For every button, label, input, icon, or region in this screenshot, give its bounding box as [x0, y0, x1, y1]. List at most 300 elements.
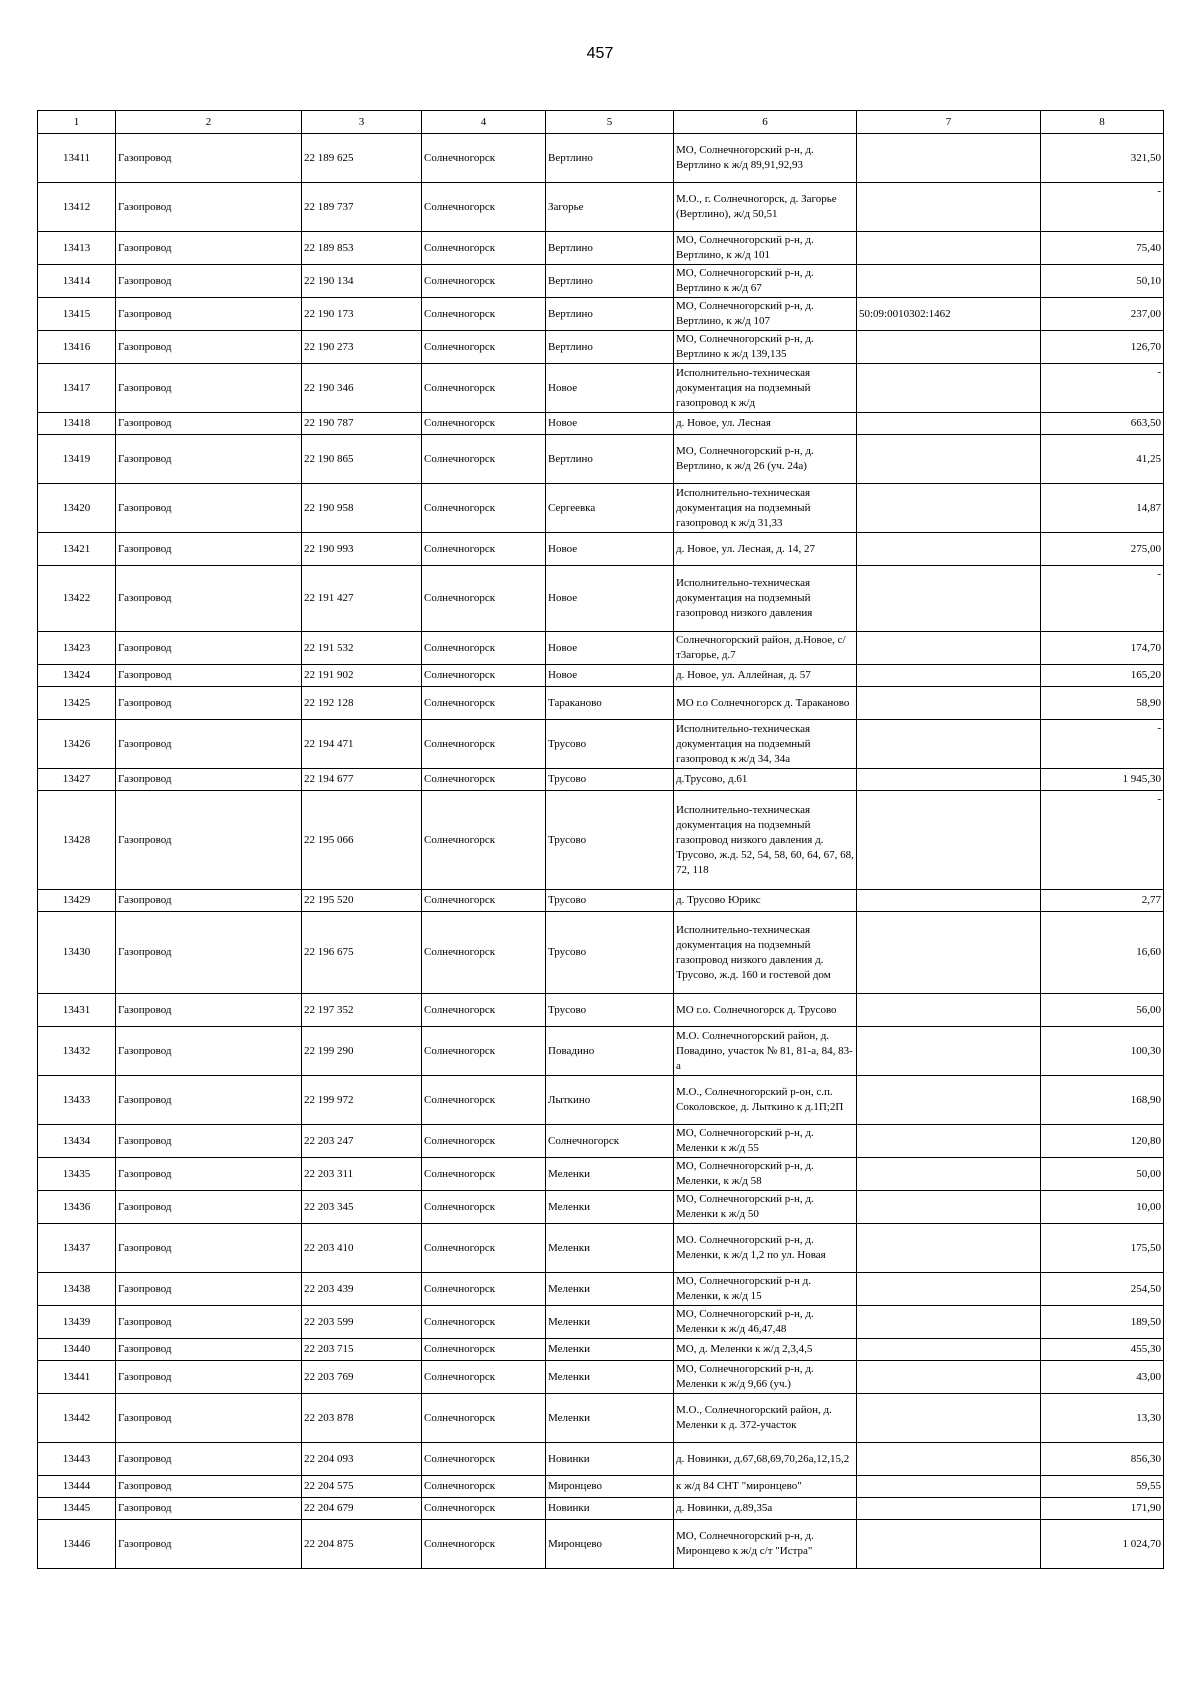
- row-number-cell: 13434: [38, 1125, 116, 1158]
- table-row: [38, 1125, 1164, 1158]
- object-name-cell: Газопровод: [116, 484, 302, 533]
- code-cell: 22 203 345: [302, 1191, 422, 1224]
- cadastral-number-cell: [857, 994, 1041, 1027]
- code-cell: 22 192 128: [302, 687, 422, 720]
- row-number-cell: 13415: [38, 298, 116, 331]
- cadastral-number-cell: [857, 1076, 1041, 1125]
- object-name-cell: Газопровод: [116, 720, 302, 769]
- locality-cell: Новое: [546, 413, 674, 435]
- object-name-cell: Газопровод: [116, 1306, 302, 1339]
- table-row: [38, 533, 1164, 566]
- cadastral-number-cell: [857, 134, 1041, 183]
- object-name-cell: Газопровод: [116, 533, 302, 566]
- code-cell: 22 204 575: [302, 1476, 422, 1498]
- locality-cell: Меленки: [546, 1339, 674, 1361]
- row-number-cell: 13445: [38, 1498, 116, 1520]
- row-number-cell: 13440: [38, 1339, 116, 1361]
- locality-cell: Солнечногорск: [546, 1125, 674, 1158]
- district-cell: Солнечногорск: [422, 364, 546, 413]
- district-cell: Солнечногорск: [422, 1361, 546, 1394]
- object-name-cell: Газопровод: [116, 1394, 302, 1443]
- table-row: [38, 265, 1164, 298]
- code-cell: 22 203 410: [302, 1224, 422, 1273]
- address-cell: МО, Солнечногорский р-н, д. Меленки к ж/д 9,66 (уч.): [674, 1361, 857, 1394]
- locality-cell: Меленки: [546, 1273, 674, 1306]
- district-cell: Солнечногорск: [422, 183, 546, 232]
- row-number-cell: 13420: [38, 484, 116, 533]
- object-name-cell: Газопровод: [116, 994, 302, 1027]
- row-number-cell: 13417: [38, 364, 116, 413]
- locality-cell: Меленки: [546, 1306, 674, 1339]
- code-cell: 22 190 134: [302, 265, 422, 298]
- length-cell: 321,50: [1041, 134, 1164, 183]
- table-row: [38, 1273, 1164, 1306]
- length-cell: 120,80: [1041, 1125, 1164, 1158]
- cadastral-number-cell: [857, 413, 1041, 435]
- table-row: [38, 1191, 1164, 1224]
- row-number-cell: 13418: [38, 413, 116, 435]
- length-cell: 1 945,30: [1041, 769, 1164, 791]
- code-cell: 22 199 290: [302, 1027, 422, 1076]
- row-number-cell: 13443: [38, 1443, 116, 1476]
- district-cell: Солнечногорск: [422, 484, 546, 533]
- row-number-cell: 13421: [38, 533, 116, 566]
- object-name-cell: Газопровод: [116, 232, 302, 265]
- object-name-cell: Газопровод: [116, 1076, 302, 1125]
- table-row: [38, 1306, 1164, 1339]
- row-number-cell: 13427: [38, 769, 116, 791]
- length-cell: 189,50: [1041, 1306, 1164, 1339]
- code-cell: 22 189 737: [302, 183, 422, 232]
- length-cell: 171,90: [1041, 1498, 1164, 1520]
- cadastral-number-cell: [857, 1273, 1041, 1306]
- locality-cell: Новое: [546, 533, 674, 566]
- table-row: [38, 566, 1164, 632]
- locality-cell: Трусово: [546, 769, 674, 791]
- code-cell: 22 204 875: [302, 1520, 422, 1569]
- code-cell: 22 204 093: [302, 1443, 422, 1476]
- object-name-cell: Газопровод: [116, 687, 302, 720]
- address-cell: д. Новое, ул. Лесная, д. 14, 27: [674, 533, 857, 566]
- cadastral-number-cell: 50:09:0010302:1462: [857, 298, 1041, 331]
- district-cell: Солнечногорск: [422, 134, 546, 183]
- cadastral-number-cell: [857, 1394, 1041, 1443]
- length-cell: 126,70: [1041, 331, 1164, 364]
- district-cell: Солнечногорск: [422, 1339, 546, 1361]
- code-cell: 22 190 993: [302, 533, 422, 566]
- district-cell: Солнечногорск: [422, 566, 546, 632]
- district-cell: Солнечногорск: [422, 1027, 546, 1076]
- row-number-cell: 13413: [38, 232, 116, 265]
- length-cell: 14,87: [1041, 484, 1164, 533]
- locality-cell: Трусово: [546, 791, 674, 890]
- cadastral-number-cell: [857, 183, 1041, 232]
- district-cell: Солнечногорск: [422, 1476, 546, 1498]
- row-number-cell: 13438: [38, 1273, 116, 1306]
- address-cell: МО г.о Солнечногорск д. Тараканово: [674, 687, 857, 720]
- address-cell: Исполнительно-техническая документация на подземный газопровод низкого давления д. Трусово, ж.д. 160 и гостевой дом: [674, 912, 857, 994]
- object-name-cell: Газопровод: [116, 1125, 302, 1158]
- district-cell: Солнечногорск: [422, 720, 546, 769]
- row-number-cell: 13414: [38, 265, 116, 298]
- length-cell: 75,40: [1041, 232, 1164, 265]
- address-cell: М.О., Солнечногорский район, д. Меленки к д. 372-участок: [674, 1394, 857, 1443]
- object-name-cell: Газопровод: [116, 331, 302, 364]
- length-cell: -: [1041, 791, 1164, 890]
- cadastral-number-cell: [857, 364, 1041, 413]
- length-cell: 2,77: [1041, 890, 1164, 912]
- address-cell: МО, Солнечногорский р-н д. Меленки, к ж/д 15: [674, 1273, 857, 1306]
- row-number-cell: 13439: [38, 1306, 116, 1339]
- object-name-cell: Газопровод: [116, 298, 302, 331]
- address-cell: МО, Солнечногорский р-н, д. Вертлино, к ж/д 101: [674, 232, 857, 265]
- district-cell: Солнечногорск: [422, 298, 546, 331]
- table-row: [38, 1361, 1164, 1394]
- table-row: [38, 1339, 1164, 1361]
- cadastral-number-cell: [857, 1125, 1041, 1158]
- row-number-cell: 13416: [38, 331, 116, 364]
- length-cell: 856,30: [1041, 1443, 1164, 1476]
- length-cell: 275,00: [1041, 533, 1164, 566]
- code-cell: 22 189 625: [302, 134, 422, 183]
- length-cell: 254,50: [1041, 1273, 1164, 1306]
- table-row: [38, 791, 1164, 890]
- locality-cell: Вертлино: [546, 435, 674, 484]
- district-cell: Солнечногорск: [422, 232, 546, 265]
- district-cell: Солнечногорск: [422, 1224, 546, 1273]
- code-cell: 22 203 311: [302, 1158, 422, 1191]
- cadastral-number-cell: [857, 1027, 1041, 1076]
- object-name-cell: Газопровод: [116, 1498, 302, 1520]
- address-cell: МО, Солнечногорский р-н, д. Меленки к ж/д 55: [674, 1125, 857, 1158]
- length-cell: 100,30: [1041, 1027, 1164, 1076]
- code-cell: 22 190 173: [302, 298, 422, 331]
- cadastral-number-cell: [857, 1224, 1041, 1273]
- cadastral-number-cell: [857, 1306, 1041, 1339]
- column-header-1: 1: [38, 111, 116, 134]
- table-body: [38, 134, 1164, 1569]
- code-cell: 22 199 972: [302, 1076, 422, 1125]
- locality-cell: Трусово: [546, 720, 674, 769]
- address-cell: МО. Солнечногорский р-н, д. Меленки, к ж/д 1,2 по ул. Новая: [674, 1224, 857, 1273]
- table-row: [38, 890, 1164, 912]
- length-cell: -: [1041, 364, 1164, 413]
- locality-cell: Новое: [546, 364, 674, 413]
- column-header-5: 5: [546, 111, 674, 134]
- district-cell: Солнечногорск: [422, 1498, 546, 1520]
- locality-cell: Тараканово: [546, 687, 674, 720]
- row-number-cell: 13433: [38, 1076, 116, 1125]
- length-cell: 168,90: [1041, 1076, 1164, 1125]
- cadastral-number-cell: [857, 1476, 1041, 1498]
- address-cell: Солнечногорский район, д.Новое, с/т3агорье, д.7: [674, 632, 857, 665]
- district-cell: Солнечногорск: [422, 912, 546, 994]
- table-row: [38, 687, 1164, 720]
- address-cell: к ж/д 84 СНТ "миронцево": [674, 1476, 857, 1498]
- code-cell: 22 190 273: [302, 331, 422, 364]
- code-cell: 22 203 599: [302, 1306, 422, 1339]
- address-cell: М.О., Солнечногорский р-он, с.п. Соколовское, д. Лыткино к д.1П;2П: [674, 1076, 857, 1125]
- table-row: [38, 364, 1164, 413]
- length-cell: 58,90: [1041, 687, 1164, 720]
- code-cell: 22 194 677: [302, 769, 422, 791]
- length-cell: -: [1041, 183, 1164, 232]
- table-row: [38, 1443, 1164, 1476]
- locality-cell: Меленки: [546, 1394, 674, 1443]
- locality-cell: Новинки: [546, 1498, 674, 1520]
- district-cell: Солнечногорск: [422, 632, 546, 665]
- locality-cell: Меленки: [546, 1191, 674, 1224]
- row-number-cell: 13432: [38, 1027, 116, 1076]
- cadastral-number-cell: [857, 566, 1041, 632]
- object-name-cell: Газопровод: [116, 183, 302, 232]
- page-number: 457: [586, 45, 614, 62]
- locality-cell: Миронцево: [546, 1520, 674, 1569]
- cadastral-number-cell: [857, 331, 1041, 364]
- length-cell: 165,20: [1041, 665, 1164, 687]
- row-number-cell: 13446: [38, 1520, 116, 1569]
- address-cell: МО, Солнечногорский р-н, д. Вертлино, к ж/д 26 (уч. 24а): [674, 435, 857, 484]
- code-cell: 22 196 675: [302, 912, 422, 994]
- object-name-cell: Газопровод: [116, 1027, 302, 1076]
- cadastral-number-cell: [857, 1158, 1041, 1191]
- length-cell: 13,30: [1041, 1394, 1164, 1443]
- object-name-cell: Газопровод: [116, 912, 302, 994]
- district-cell: Солнечногорск: [422, 769, 546, 791]
- table-row: [38, 413, 1164, 435]
- table-header: [38, 111, 1164, 134]
- object-name-cell: Газопровод: [116, 1443, 302, 1476]
- row-number-cell: 13425: [38, 687, 116, 720]
- table-row: [38, 994, 1164, 1027]
- row-number-cell: 13437: [38, 1224, 116, 1273]
- table-row: [38, 720, 1164, 769]
- code-cell: 22 191 532: [302, 632, 422, 665]
- row-number-cell: 13419: [38, 435, 116, 484]
- locality-cell: Новое: [546, 665, 674, 687]
- cadastral-number-cell: [857, 1339, 1041, 1361]
- cadastral-number-cell: [857, 435, 1041, 484]
- locality-cell: Повадино: [546, 1027, 674, 1076]
- length-cell: 56,00: [1041, 994, 1164, 1027]
- address-cell: МО, Солнечногорский р-н, д. Меленки к ж/д 50: [674, 1191, 857, 1224]
- locality-cell: Меленки: [546, 1224, 674, 1273]
- district-cell: Солнечногорск: [422, 1125, 546, 1158]
- length-cell: 1 024,70: [1041, 1520, 1164, 1569]
- row-number-cell: 13424: [38, 665, 116, 687]
- district-cell: Солнечногорск: [422, 533, 546, 566]
- code-cell: 22 203 715: [302, 1339, 422, 1361]
- address-cell: МО, Солнечногорский р-н, д. Вертлино к ж/д 139,135: [674, 331, 857, 364]
- cadastral-number-cell: [857, 665, 1041, 687]
- locality-cell: Вертлино: [546, 331, 674, 364]
- table-row: [38, 1224, 1164, 1273]
- length-cell: 663,50: [1041, 413, 1164, 435]
- object-name-cell: Газопровод: [116, 1476, 302, 1498]
- object-name-cell: Газопровод: [116, 890, 302, 912]
- length-cell: 50,10: [1041, 265, 1164, 298]
- object-name-cell: Газопровод: [116, 413, 302, 435]
- district-cell: Солнечногорск: [422, 665, 546, 687]
- column-header-6: 6: [674, 111, 857, 134]
- address-cell: МО, Солнечногорский р-н, д. Меленки, к ж/д 58: [674, 1158, 857, 1191]
- locality-cell: Новинки: [546, 1443, 674, 1476]
- table-row: [38, 331, 1164, 364]
- object-name-cell: Газопровод: [116, 1520, 302, 1569]
- table-row: [38, 769, 1164, 791]
- row-number-cell: 13412: [38, 183, 116, 232]
- district-cell: Солнечногорск: [422, 1191, 546, 1224]
- code-cell: 22 189 853: [302, 232, 422, 265]
- address-cell: МО, д. Меленки к ж/д 2,3,4,5: [674, 1339, 857, 1361]
- cadastral-number-cell: [857, 484, 1041, 533]
- code-cell: 22 203 439: [302, 1273, 422, 1306]
- address-cell: Исполнительно-техническая документация на подземный газопровод к ж/д: [674, 364, 857, 413]
- object-name-cell: Газопровод: [116, 791, 302, 890]
- code-cell: 22 195 520: [302, 890, 422, 912]
- district-cell: Солнечногорск: [422, 1443, 546, 1476]
- column-header-4: 4: [422, 111, 546, 134]
- locality-cell: Трусово: [546, 890, 674, 912]
- table-row: [38, 912, 1164, 994]
- code-cell: 22 190 787: [302, 413, 422, 435]
- table-row: [38, 134, 1164, 183]
- locality-cell: Вертлино: [546, 232, 674, 265]
- column-header-3: 3: [302, 111, 422, 134]
- object-name-cell: Газопровод: [116, 1361, 302, 1394]
- length-cell: 10,00: [1041, 1191, 1164, 1224]
- cadastral-number-cell: [857, 1191, 1041, 1224]
- cadastral-number-cell: [857, 265, 1041, 298]
- object-name-cell: Газопровод: [116, 265, 302, 298]
- table-row: [38, 1498, 1164, 1520]
- address-cell: МО, Солнечногорский р-н, д. Миронцево к ж/д с/т "Истра": [674, 1520, 857, 1569]
- table-row: [38, 1027, 1164, 1076]
- district-cell: Солнечногорск: [422, 413, 546, 435]
- column-header-8: 8: [1041, 111, 1164, 134]
- table-row: [38, 1158, 1164, 1191]
- address-cell: д.Трусово, д.61: [674, 769, 857, 791]
- object-name-cell: Газопровод: [116, 435, 302, 484]
- table-row: [38, 1476, 1164, 1498]
- locality-cell: Сергеевка: [546, 484, 674, 533]
- address-cell: д. Новое, ул. Аллейная, д. 57: [674, 665, 857, 687]
- address-cell: Исполнительно-техническая документация на подземный газопровод низкого давления д. Трусово, ж.д. 52, 54, 58, 60, 64, 67, 68, 72, 118: [674, 791, 857, 890]
- address-cell: МО, Солнечногорский р-н, д. Вертлино, к ж/д 107: [674, 298, 857, 331]
- address-cell: МО, Солнечногорский р-н, д. Вертлино к ж/д 89,91,92,93: [674, 134, 857, 183]
- table-row: [38, 1520, 1164, 1569]
- code-cell: 22 194 471: [302, 720, 422, 769]
- address-cell: д. Новинки, д.67,68,69,70,26а,12,15,2: [674, 1443, 857, 1476]
- cadastral-number-cell: [857, 1361, 1041, 1394]
- table-row: [38, 183, 1164, 232]
- cadastral-number-cell: [857, 791, 1041, 890]
- locality-cell: Вертлино: [546, 265, 674, 298]
- address-cell: Исполнительно-техническая документация на подземный газопровод низкого давления: [674, 566, 857, 632]
- district-cell: Солнечногорск: [422, 435, 546, 484]
- locality-cell: Новое: [546, 632, 674, 665]
- length-cell: 16,60: [1041, 912, 1164, 994]
- cadastral-number-cell: [857, 769, 1041, 791]
- row-number-cell: 13444: [38, 1476, 116, 1498]
- locality-cell: Вертлино: [546, 298, 674, 331]
- row-number-cell: 13436: [38, 1191, 116, 1224]
- address-cell: Исполнительно-техническая документация на подземный газопровод к ж/д 34, 34а: [674, 720, 857, 769]
- table-row: [38, 1076, 1164, 1125]
- length-cell: 43,00: [1041, 1361, 1164, 1394]
- code-cell: 22 190 346: [302, 364, 422, 413]
- object-name-cell: Газопровод: [116, 769, 302, 791]
- column-header-2: 2: [116, 111, 302, 134]
- district-cell: Солнечногорск: [422, 1306, 546, 1339]
- locality-cell: Меленки: [546, 1158, 674, 1191]
- object-name-cell: Газопровод: [116, 364, 302, 413]
- length-cell: -: [1041, 720, 1164, 769]
- object-name-cell: Газопровод: [116, 134, 302, 183]
- locality-cell: Трусово: [546, 912, 674, 994]
- district-cell: Солнечногорск: [422, 1158, 546, 1191]
- locality-cell: Загорье: [546, 183, 674, 232]
- code-cell: 22 195 066: [302, 791, 422, 890]
- length-cell: 174,70: [1041, 632, 1164, 665]
- row-number-cell: 13442: [38, 1394, 116, 1443]
- district-cell: Солнечногорск: [422, 890, 546, 912]
- district-cell: Солнечногорск: [422, 1394, 546, 1443]
- object-name-cell: Газопровод: [116, 665, 302, 687]
- length-cell: 175,50: [1041, 1224, 1164, 1273]
- table-row: [38, 435, 1164, 484]
- code-cell: 22 204 679: [302, 1498, 422, 1520]
- length-cell: 41,25: [1041, 435, 1164, 484]
- cadastral-number-cell: [857, 533, 1041, 566]
- cadastral-number-cell: [857, 1443, 1041, 1476]
- district-cell: Солнечногорск: [422, 994, 546, 1027]
- object-name-cell: Газопровод: [116, 1339, 302, 1361]
- row-number-cell: 13411: [38, 134, 116, 183]
- length-cell: -: [1041, 566, 1164, 632]
- locality-cell: Новое: [546, 566, 674, 632]
- row-number-cell: 13422: [38, 566, 116, 632]
- address-cell: МО г.о. Солнечногорск д. Трусово: [674, 994, 857, 1027]
- cadastral-number-cell: [857, 1520, 1041, 1569]
- length-cell: 50,00: [1041, 1158, 1164, 1191]
- district-cell: Солнечногорск: [422, 687, 546, 720]
- length-cell: 455,30: [1041, 1339, 1164, 1361]
- table-row: [38, 484, 1164, 533]
- code-cell: 22 191 902: [302, 665, 422, 687]
- table-row: [38, 232, 1164, 265]
- address-cell: д. Новинки, д.89,35а: [674, 1498, 857, 1520]
- row-number-cell: 13430: [38, 912, 116, 994]
- code-cell: 22 203 247: [302, 1125, 422, 1158]
- object-name-cell: Газопровод: [116, 566, 302, 632]
- object-name-cell: Газопровод: [116, 1273, 302, 1306]
- length-cell: 237,00: [1041, 298, 1164, 331]
- code-cell: 22 203 878: [302, 1394, 422, 1443]
- table-row: [38, 632, 1164, 665]
- locality-cell: Вертлино: [546, 134, 674, 183]
- locality-cell: Меленки: [546, 1361, 674, 1394]
- registry-table: [37, 110, 1164, 1569]
- cadastral-number-cell: [857, 1498, 1041, 1520]
- address-cell: д. Трусово Юрикс: [674, 890, 857, 912]
- address-cell: М.О., г. Солнечногорск, д. Загорье (Вертлино), ж/д 50,51: [674, 183, 857, 232]
- cadastral-number-cell: [857, 632, 1041, 665]
- locality-cell: Трусово: [546, 994, 674, 1027]
- table-row: [38, 298, 1164, 331]
- address-cell: Исполнительно-техническая документация на подземный газопровод к ж/д 31,33: [674, 484, 857, 533]
- cadastral-number-cell: [857, 687, 1041, 720]
